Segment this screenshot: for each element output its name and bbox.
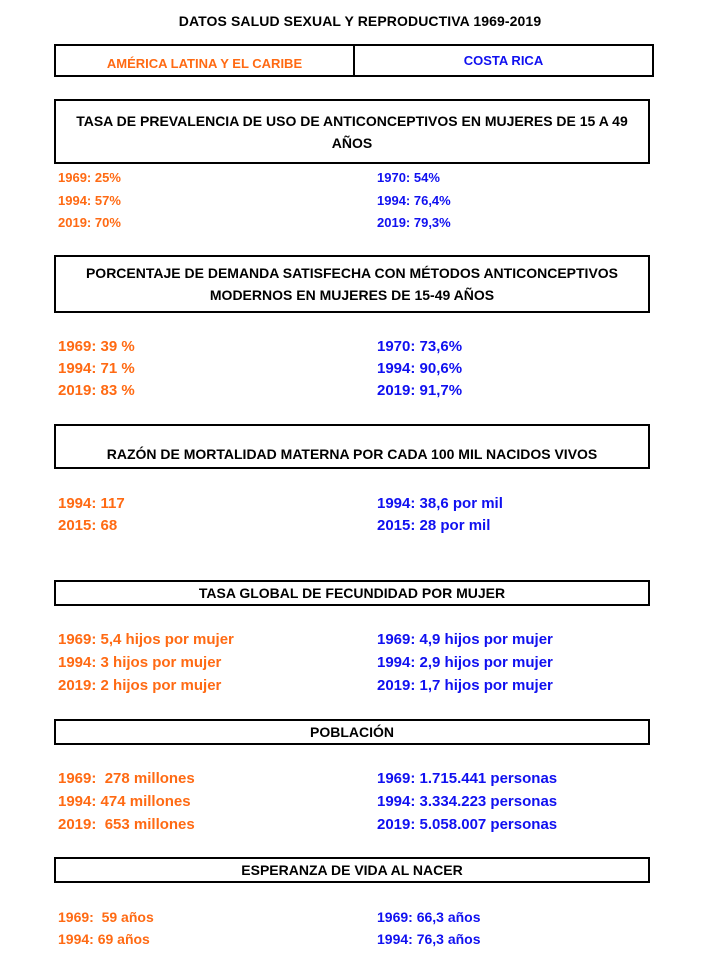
- value-costa-rica: 1970: 54%: [377, 170, 440, 185]
- value-latam: 1994: 474 millones: [58, 793, 191, 810]
- value-latam: 2019: 653 millones: [58, 816, 195, 833]
- section-heading-contraceptive-prevalence: [54, 99, 650, 164]
- section-heading-text-line2: MODERNOS EN MUJERES DE 15-49 AÑOS: [209, 287, 495, 303]
- value-costa-rica: 2019: 5.058.007 personas: [377, 816, 558, 833]
- section-heading-life-expectancy: [54, 857, 650, 883]
- value-latam: 1994: 117: [58, 495, 125, 512]
- value-costa-rica: 2019: 91,7%: [377, 382, 463, 399]
- value-latam: 2019: 83 %: [58, 382, 135, 399]
- value-costa-rica: 2015: 28 por mil: [377, 517, 491, 534]
- value-latam: 1969: 59 años: [58, 909, 154, 925]
- section-heading-text: TASA DE PREVALENCIA DE USO DE ANTICONCEPTIVOS EN MUJERES DE 15 A 49 AÑOS: [76, 112, 628, 151]
- value-latam: 1969: 278 millones: [58, 770, 195, 787]
- section-heading-text: ESPERANZA DE VIDA AL NACER: [241, 862, 463, 878]
- section-heading-maternal-mortality: [54, 424, 650, 469]
- value-costa-rica: 1994: 90,6%: [377, 360, 463, 377]
- page-title: DATOS SALUD SEXUAL Y REPRODUCTIVA 1969-2019: [178, 13, 542, 29]
- section-heading-demand-satisfied: [54, 255, 650, 313]
- value-costa-rica: 1969: 66,3 años: [377, 909, 481, 925]
- section-heading-text: TASA GLOBAL DE FECUNDIDAD POR MUJER: [198, 585, 506, 601]
- value-latam: 1994: 71 %: [58, 360, 135, 377]
- column-header-latin-america: AMÉRICA LATINA Y EL CARIBE: [56, 46, 355, 75]
- value-costa-rica: 1994: 38,6 por mil: [377, 495, 503, 512]
- section-heading-text: RAZÓN DE MORTALIDAD MATERNA POR CADA 100 MIL NACIDOS VIVOS: [106, 446, 598, 462]
- value-latam: 1994: 69 años: [58, 931, 150, 947]
- value-costa-rica: 1970: 73,6%: [377, 338, 463, 355]
- section-heading-text: POBLACIÓN: [310, 724, 394, 740]
- value-latam: 1994: 3 hijos por mujer: [58, 654, 222, 671]
- value-latam: 1969: 25%: [58, 170, 121, 185]
- value-latam: 2019: 2 hijos por mujer: [58, 677, 222, 694]
- value-costa-rica: 2019: 1,7 hijos por mujer: [377, 677, 553, 694]
- value-costa-rica: 1994: 2,9 hijos por mujer: [377, 654, 553, 671]
- column-header-costa-rica: COSTA RICA: [463, 53, 544, 68]
- value-latam: 1969: 39 %: [58, 338, 135, 355]
- value-costa-rica: 1969: 4,9 hijos por mujer: [377, 631, 553, 648]
- value-latam: 1969: 5,4 hijos por mujer: [58, 631, 234, 648]
- value-costa-rica: 1994: 76,4%: [377, 193, 451, 208]
- value-latam: 2019: 70%: [58, 215, 121, 230]
- value-costa-rica: 1994: 76,3 años: [377, 931, 481, 947]
- value-costa-rica: 1969: 1.715.441 personas: [377, 770, 558, 787]
- section-heading-fertility-rate: [54, 580, 650, 606]
- value-costa-rica: 2019: 79,3%: [377, 215, 451, 230]
- value-latam: 1994: 57%: [58, 193, 121, 208]
- column-header-row: [54, 44, 654, 77]
- section-heading-text-line1: PORCENTAJE DE DEMANDA SATISFECHA CON MÉTODOS ANTICONCEPTIVOS: [85, 265, 619, 281]
- section-heading-population: [54, 719, 650, 745]
- value-costa-rica: 1994: 3.334.223 personas: [377, 793, 558, 810]
- value-latam: 2015: 68: [58, 517, 118, 534]
